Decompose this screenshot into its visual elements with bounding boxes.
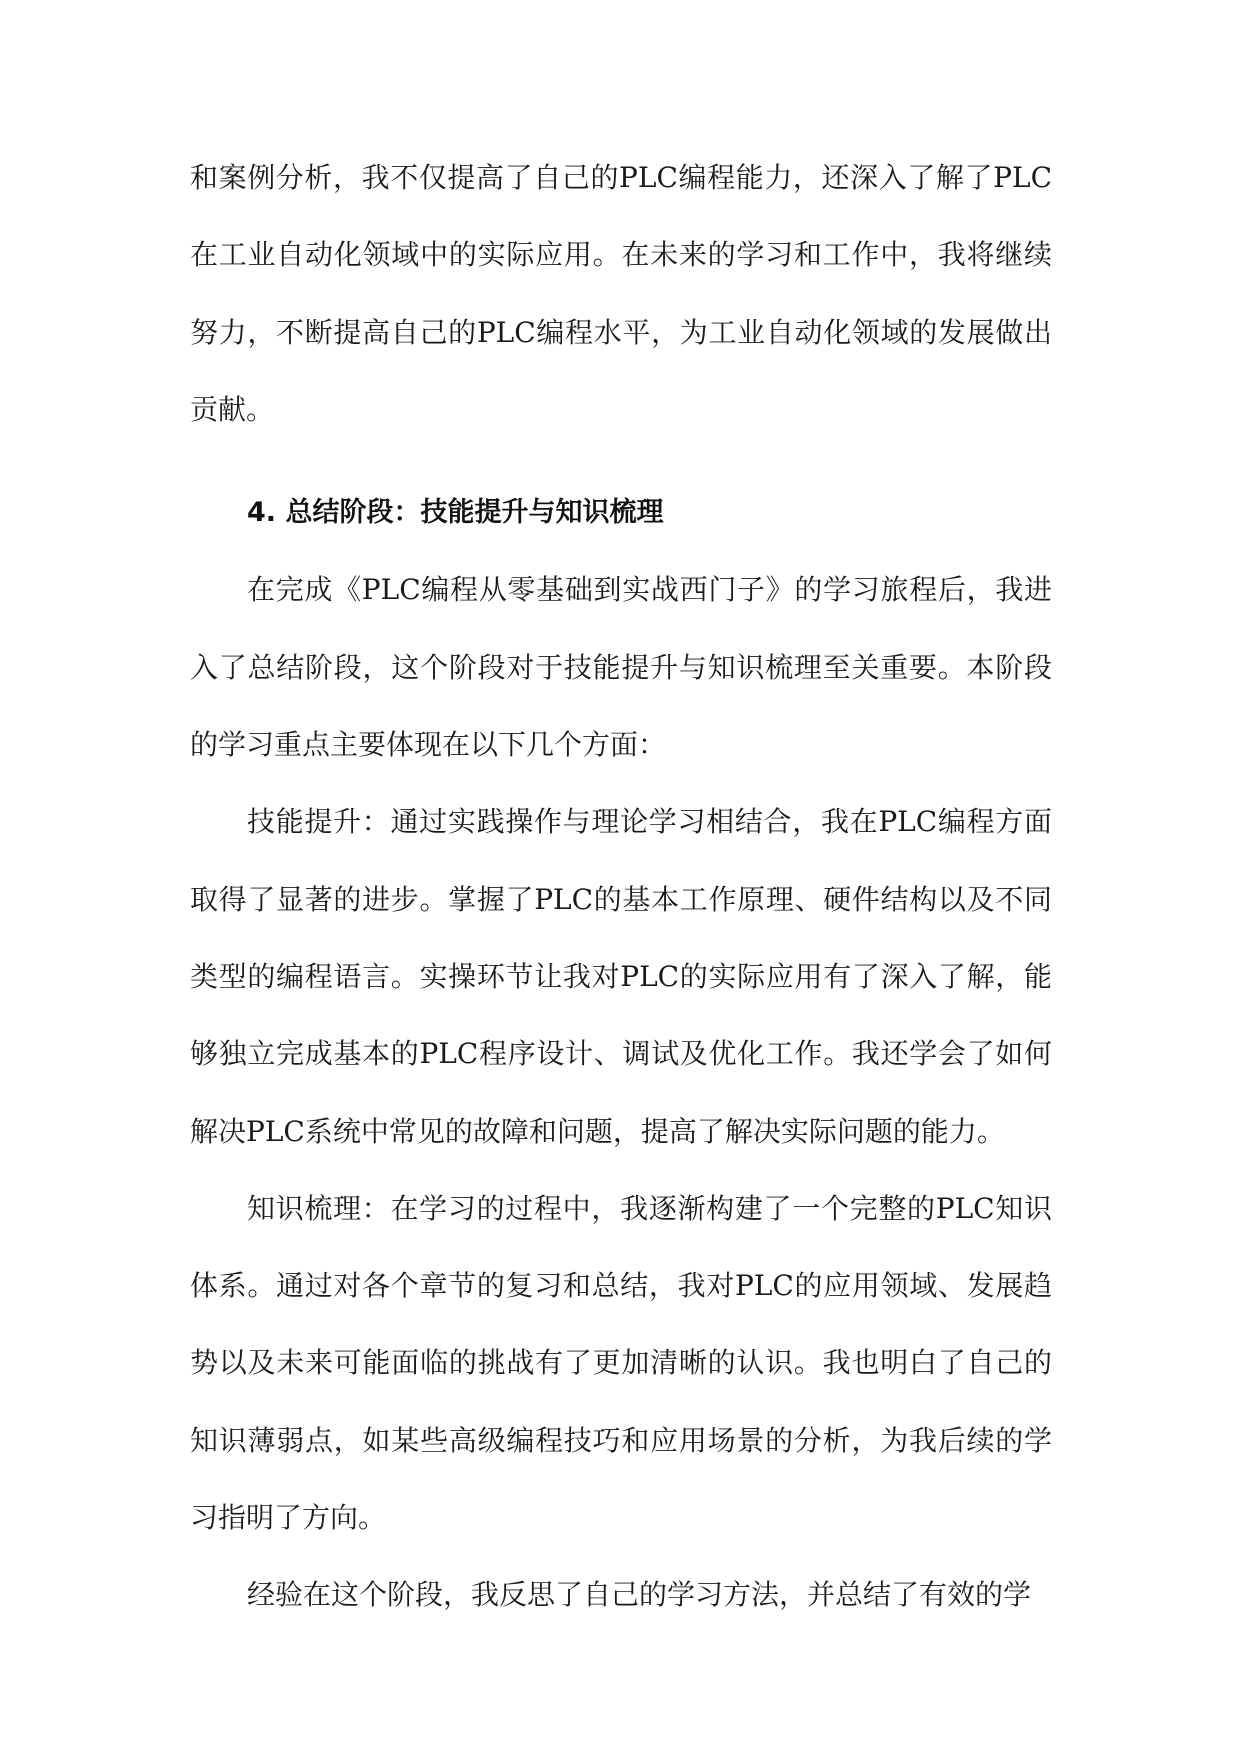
document-body (190, 139, 1052, 1634)
paragraph-continued: 和案例分析，我不仅提高了自己的PLC编程能力，还深入了解了PLC在工业自动化领域中的实际应用。在未来的学习和工作中，我将继续努力，不断提高自己的PLC编程水平，为工业自动化领域的发展做出贡献。 (190, 161, 1052, 426)
paragraph-skill-improvement: 技能提升：通过实践操作与理论学习相结合，我在PLC编程方面取得了显著的进步。掌握了PLC的基本工作原理、硬件结构以及不同类型的编程语言。实操环节让我对PLC的实际应用有了深入了解，能够独立完成基本的PLC程序设计、调试及优化工作。我还学会了如何解决PLC系统中常见的故障和问题，提高了解决实际问题的能力。 (190, 805, 1052, 1148)
paragraph-intro: 在完成《PLC编程从零基础到实战西门子》的学习旅程后，我进入了总结阶段，这个阶段对于技能提升与知识梳理至关重要。本阶段的学习重点主要体现在以下几个方面： (190, 573, 1052, 762)
section-heading: 4. 总结阶段：技能提升与知识梳理 (247, 497, 664, 529)
paragraph-experience: 经验在这个阶段，我反思了自己的学习方法，并总结了有效的学 (247, 1578, 1032, 1612)
paragraph-knowledge-review: 知识梳理：在学习的过程中，我逐渐构建了一个完整的PLC知识体系。通过对各个章节的复习和总结，我对PLC的应用领域、发展趋势以及未来可能面临的挑战有了更加清晰的认识。我也明白了自己的知识薄弱点，如某些高级编程技巧和应用场景的分析，为我后续的学习指明了方向。 (190, 1191, 1052, 1535)
